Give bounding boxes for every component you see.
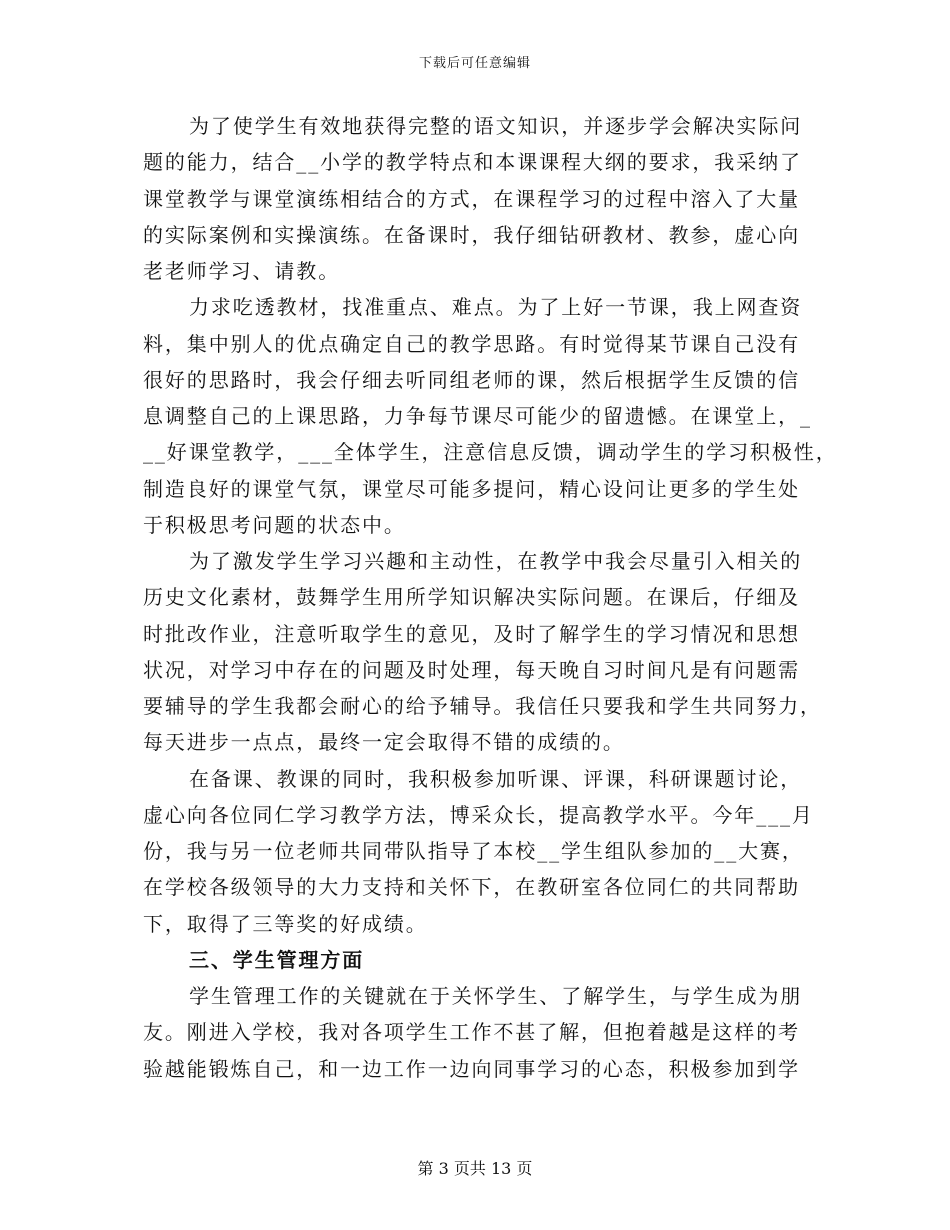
text-line: 友。刚进入学校，我对各项学生工作不甚了解，但抱着越是这样的考 [143, 1020, 800, 1045]
text-line: 于积极思考问题的状态中。 [143, 512, 406, 537]
text-line: 要辅导的学生我都会耐心的给予辅导。我信任只要我和学生共同努力， [143, 694, 822, 718]
document-body [143, 108, 838, 1087]
text-line: 力求吃透教材，找准重点、难点。为了上好一节课，我上网查资 [189, 295, 803, 320]
page-number-footer: 第 3 页共 13 页 [417, 1159, 533, 1178]
text-line: 题的能力，结合__小学的教学特点和本课课程大纲的要求，我采纳了 [143, 150, 802, 175]
text-line: 虚心向各位同仁学习教学方法，博采众长，提高教学水平。今年___月 [143, 802, 814, 827]
text-line: __好课堂教学，___全体学生，注意信息反馈，调动学生的学习积极性， [143, 440, 838, 465]
text-line: 份，我与另一位老师共同带队指导了本校__学生组队参加的__大赛， [143, 839, 804, 863]
text-line: 的实际案例和实操演练。在备课时，我仔细钻研教材、教参，虚心向 [143, 222, 800, 247]
text-line: 在学校各级领导的大力支持和关怀下，在教研室各位同仁的共同帮助 [143, 875, 800, 900]
page-header: 下载后可任意编辑 [418, 56, 531, 71]
text-line: 下，取得了三等奖的好成绩。 [143, 911, 428, 936]
text-line: 很好的思路时，我会仔细去听同组老师的课，然后根据学生反馈的信 [143, 367, 800, 392]
section-heading: 三、学生管理方面 [189, 947, 365, 972]
text-line: 在备课、教课的同时，我积极参加听课、评课，科研课题讨论， [189, 766, 803, 791]
text-line: 老老师学习、请教。 [143, 259, 341, 283]
text-line: 验越能锻炼自己，和一边工作一边向同事学习的心态，积极参加到学 [143, 1056, 800, 1081]
text-line: 历史文化素材，鼓舞学生用所学知识解决实际问题。在课后，仔细及 [143, 585, 800, 610]
text-line: 课堂教学与课堂演练相结合的方式，在课程学习的过程中溶入了大量 [143, 186, 800, 211]
text-line: 时批改作业，注意听取学生的意见，及时了解学生的学习情况和思想 [143, 621, 800, 646]
text-line: 学生管理工作的关键就在于关怀学生、了解学生，与学生成为朋 [189, 984, 803, 1008]
text-line: 息调整自己的上课思路，力争每节课尽可能少的留遗憾。在课堂上，_ [143, 404, 812, 428]
text-line: 制造良好的课堂气氛，课堂尽可能多提问，精心设问让更多的学生处 [143, 476, 800, 501]
text-line: 状况，对学习中存在的问题及时处理，每天晚自习时间凡是有问题需 [143, 657, 800, 682]
text-line: 为了激发学生学习兴趣和主动性，在教学中我会尽量引入相关的 [189, 549, 803, 573]
text-line: 每天进步一点点，最终一定会取得不错的成绩的。 [143, 730, 625, 755]
text-line: 料，集中别人的优点确定自己的教学思路。有时觉得某节课自己没有 [143, 331, 800, 356]
text-line: 为了使学生有效地获得完整的语文知识，并逐步学会解决实际问 [189, 114, 803, 138]
